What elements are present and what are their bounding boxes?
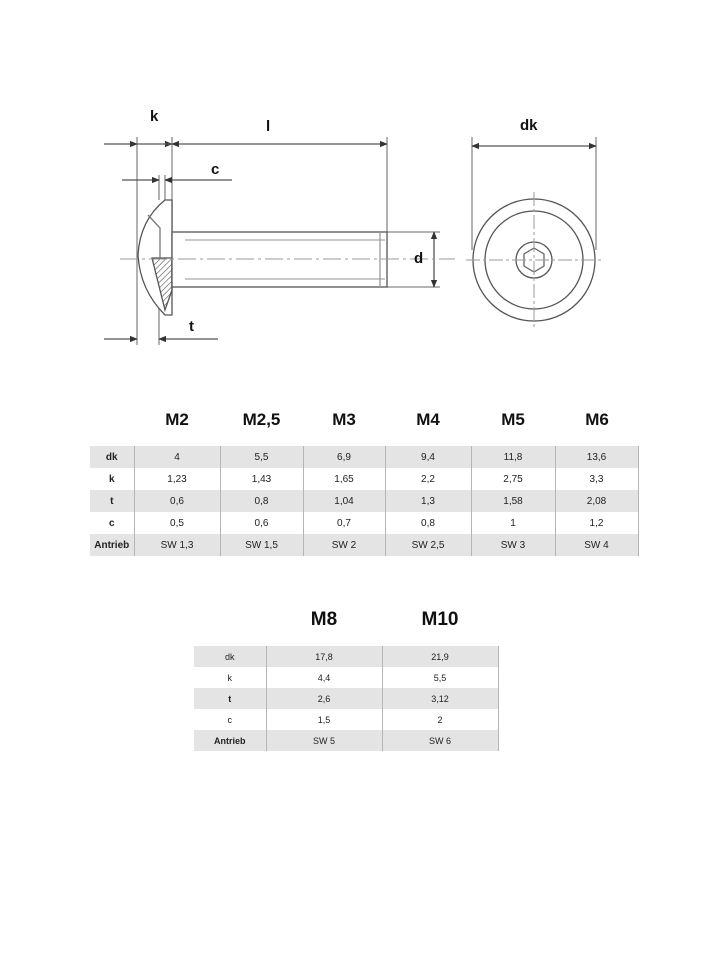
table-row [194,667,498,688]
cell: 0,8 [385,512,471,534]
cell: SW 2,5 [385,534,471,556]
cell: 17,8 [266,646,382,667]
table-row [194,730,498,751]
cell: 0,6 [134,490,220,512]
dim-label-d: d [414,250,424,267]
cell: 1,43 [220,468,303,490]
row-label: c [194,709,266,730]
cell: 2,2 [385,468,471,490]
row-label: k [90,468,134,490]
spec-table-large-sizes [194,646,499,751]
table-row [90,490,638,512]
cell: 2,08 [555,490,638,512]
cell: SW 1,5 [220,534,303,556]
dim-label-t: t [189,318,194,335]
cell: 13,6 [555,446,638,468]
cell: 4 [134,446,220,468]
table-row [194,646,498,667]
table-row [90,534,638,556]
row-label: c [90,512,134,534]
cell: 0,5 [134,512,220,534]
cell: SW 2 [303,534,385,556]
cell: 21,9 [382,646,498,667]
cell: 1,2 [555,512,638,534]
cell: SW 6 [382,730,498,751]
row-label: Antrieb [90,534,134,556]
cell: SW 5 [266,730,382,751]
end-view [466,137,602,328]
size-header: M2 [165,410,189,429]
cell: SW 3 [471,534,555,556]
table2-size-headers [266,609,498,631]
cell: 0,7 [303,512,385,534]
size-header: M6 [585,410,609,429]
cell: 9,4 [385,446,471,468]
cell: 0,6 [220,512,303,534]
row-label: t [90,490,134,512]
size-header: M10 [421,609,459,630]
cell: 2,75 [471,468,555,490]
cell: 4,4 [266,667,382,688]
size-header: M8 [310,609,338,630]
cell: 3,3 [555,468,638,490]
cell: SW 4 [555,534,638,556]
table-row [90,468,638,490]
table-row [90,446,638,468]
dim-label-k: k [150,108,159,125]
cell: 6,9 [303,446,385,468]
cell: 1 [471,512,555,534]
cell: 1,5 [266,709,382,730]
cell: 1,3 [385,490,471,512]
cell: 2,6 [266,688,382,709]
row-label: k [194,667,266,688]
dim-label-c: c [211,161,220,178]
cell: 1,65 [303,468,385,490]
screw-technical-drawing [0,0,721,380]
size-header: M2,5 [242,410,281,429]
row-label: dk [194,646,266,667]
cell: 5,5 [220,446,303,468]
cell: 3,12 [382,688,498,709]
cell: 5,5 [382,667,498,688]
dimension-labels [150,108,538,335]
table-row [194,709,498,730]
row-label: Antrieb [194,730,266,751]
table-row [90,512,638,534]
table-row [194,688,498,709]
size-header: M5 [501,410,525,429]
dim-label-dk: dk [520,117,538,134]
size-header: M3 [332,410,356,429]
table1-size-headers [134,410,639,430]
dim-label-l: l [266,118,271,135]
cell: SW 1,3 [134,534,220,556]
row-label: t [194,688,266,709]
cell: 1,58 [471,490,555,512]
row-label: dk [90,446,134,468]
cell: 0,8 [220,490,303,512]
cell: 11,8 [471,446,555,468]
cell: 1,23 [134,468,220,490]
size-header: M4 [416,410,440,429]
side-view [104,137,455,345]
cell: 1,04 [303,490,385,512]
spec-table-small-sizes [90,446,639,556]
cell: 2 [382,709,498,730]
